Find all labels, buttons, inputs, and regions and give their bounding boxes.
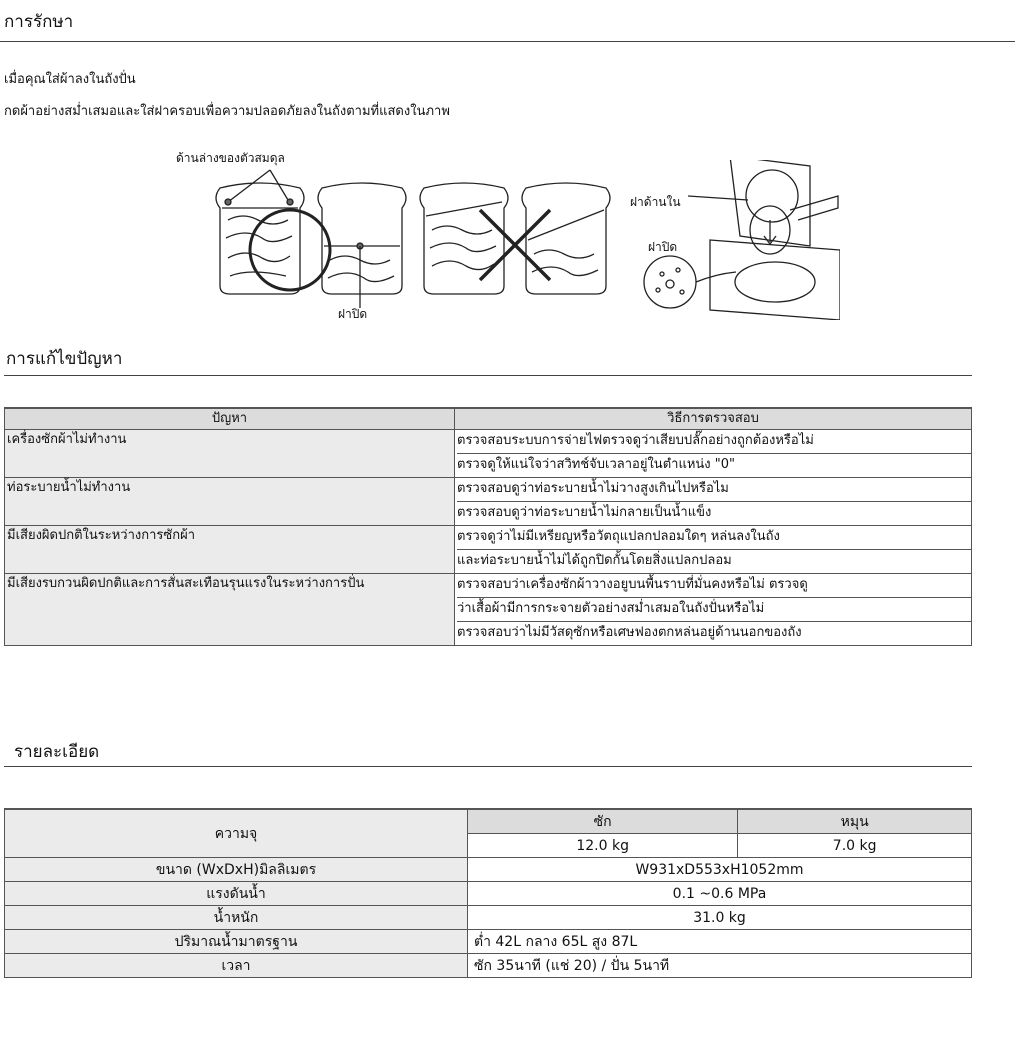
check-line: ตรวจสอบดูว่าท่อระบายน้ำไม่วางสูงเกินไปหรือไม xyxy=(457,478,971,502)
check-cell xyxy=(455,430,972,478)
table-row xyxy=(5,430,972,478)
col-problem-header: ปัญหา xyxy=(5,408,455,430)
tub-correct-2 xyxy=(318,183,406,308)
loading-illustration xyxy=(200,160,840,320)
care-title-rule xyxy=(0,41,1015,42)
check-cell xyxy=(455,478,972,526)
spec-row xyxy=(5,930,972,954)
specs-table xyxy=(4,808,972,978)
spin-capacity-value: 7.0 kg xyxy=(738,834,972,858)
table-row xyxy=(5,526,972,574)
specs-title: รายละเอียด xyxy=(14,742,100,762)
spec-row xyxy=(5,858,972,882)
care-line-1: เมื่อคุณใส่ผ้าลงในถังปั่น xyxy=(4,72,136,87)
tub-wrong-2 xyxy=(522,183,610,294)
troubleshoot-rule xyxy=(4,375,972,376)
problem-cell: เครื่องซักผ้าไม่ทำงาน xyxy=(5,430,455,478)
check-line: ตรวจสอบว่าไม่มีวัสดุซักหรือเศษฟองตกหล่นอยู่ด้านนอกของถัง xyxy=(457,625,802,640)
check-line: ตรวจสอบระบบการจ่ายไฟตรวจดูว่าเสียบปลั๊กอย่างถูกต้องหรือไม่ xyxy=(457,430,971,454)
wash-header: ซัก xyxy=(468,809,738,834)
spec-value: ต่ำ 42L กลาง 65L สูง 87L xyxy=(468,930,972,954)
capacity-label: ความจุ xyxy=(5,809,468,858)
spec-label: เวลา xyxy=(5,954,468,978)
col-check-header: วิธีการตรวจสอบ xyxy=(455,408,972,430)
inner-lid-label: ฝาด้านใน xyxy=(630,195,681,209)
spec-row xyxy=(5,906,972,930)
specs-rule xyxy=(4,766,972,767)
spec-label: ปริมาณน้ำมาตรฐาน xyxy=(5,930,468,954)
check-cell xyxy=(455,574,972,646)
wash-capacity-value: 12.0 kg xyxy=(468,834,738,858)
care-title: การรักษา xyxy=(4,12,74,32)
problem-cell: มีเสียงผิดปกติในระหว่างการซักผ้า xyxy=(5,526,455,574)
check-line: ว่าเสื้อผ้ามีการกระจายตัวอย่างสม่ำเสมอในถังปั่นหรือไม่ xyxy=(457,598,971,622)
spec-value: 0.1 ~0.6 MPa xyxy=(468,882,972,906)
spec-label: ขนาด (WxDxH)มิลลิเมตร xyxy=(5,858,468,882)
spec-value: W931xD553xH1052mm xyxy=(468,858,972,882)
cap-label-2: ฝาปิด xyxy=(648,240,678,254)
troubleshoot-title: การแก้ไขปัญหา xyxy=(6,349,123,369)
problem-cell: มีเสียงรบกวนผิดปกติและการสั่นสะเทือนรุนแรงในระหว่างการปั่น xyxy=(5,574,455,646)
cap-label: ฝาปิด xyxy=(338,307,368,321)
balance-bottom-label: ด้านล่างของตัวสมดุล xyxy=(176,151,285,165)
check-line: ตรวจสอบว่าเครื่องซักผ้าวางอยูบนพื้นราบที่มั่นคงหรือไม่ ตรวจดู xyxy=(457,574,971,598)
check-line: ตรวจสอบดูว่าท่อระบายน้ำไม่กลายเป็นน้ำแข็ง xyxy=(457,505,712,520)
machine-lid-illustration xyxy=(644,160,840,320)
spec-value: ซัก 35นาที (แช่ 20) / ปั่น 5นาที xyxy=(468,954,972,978)
check-line: และท่อระบายน้ำไม่ได้ถูกปิดกั้นโดยสิ่งแปลกปลอม xyxy=(457,553,732,568)
check-line: ตรวจดูให้แน่ใจว่าสวิทช์จับเวลาอยู่ในตำแหน่ง "0" xyxy=(457,457,735,472)
spec-value: 31.0 kg xyxy=(468,906,972,930)
spin-header: หมุน xyxy=(738,809,972,834)
check-cell xyxy=(455,526,972,574)
spec-row xyxy=(5,954,972,978)
spec-row xyxy=(5,882,972,906)
care-line-2: กดผ้าอย่างสม่ำเสมอและใส่ฝาครอบเพื่อความปลอดภัยลงในถังตามที่แสดงในภาพ xyxy=(4,104,450,119)
spec-label: น้ำหนัก xyxy=(5,906,468,930)
problem-cell: ท่อระบายน้ำไม่ทำงาน xyxy=(5,478,455,526)
spec-label: แรงดันน้ำ xyxy=(5,882,468,906)
tub-correct-1 xyxy=(216,183,330,294)
table-row xyxy=(5,478,972,526)
table-row xyxy=(5,574,972,646)
troubleshoot-table xyxy=(4,407,972,646)
check-line: ตรวจดูว่าไม่มีเหรียญหรือวัตถุแปลกปลอมใดๆ หล่นลงในถัง xyxy=(457,526,971,550)
